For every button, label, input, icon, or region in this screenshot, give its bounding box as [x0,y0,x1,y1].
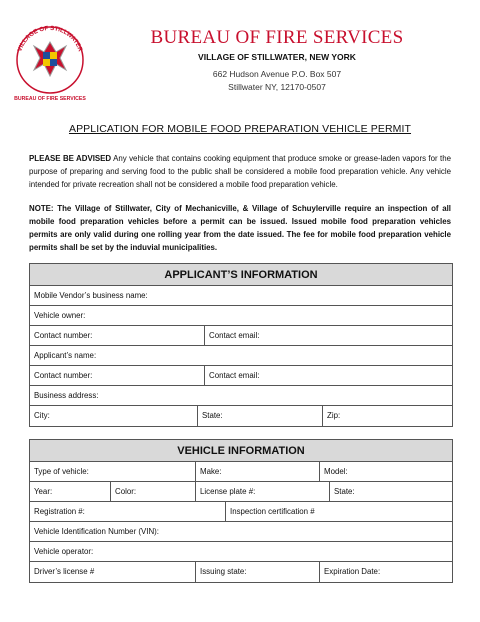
registration-field[interactable]: Registration #: [30,502,226,521]
note-paragraph: NOTE: The Village of Stillwater, City of Mechanicville, & Village of Schuylerville require an inspection of all mobile food preparation vehicles before a permit can be issued. Issued mobile food preparation vehicles permits are only valid during one rolling year from the date issued. The fee for mobile food preparation vehicle permits shall be set by the induvial municipalities. [29,204,451,252]
advisory-lead: PLEASE BE ADVISED [29,154,112,163]
applicant-section-title: APPLICANT’S INFORMATION [30,264,452,286]
business-address-field[interactable]: Business address: [34,391,99,400]
color-field[interactable]: Color: [111,482,196,501]
vehicle-operator-field[interactable]: Vehicle operator: [34,547,94,556]
make-field[interactable]: Make: [196,462,320,481]
form-row [30,326,452,346]
vehicle-owner-field[interactable]: Vehicle owner: [34,311,86,320]
form-row [30,366,452,386]
state-field[interactable]: State: [198,406,323,426]
form-row [30,502,452,522]
plate-state-field[interactable]: State: [334,487,355,496]
address-line-1: 662 Hudson Avenue P.O. Box 507 [212,69,342,79]
applicant-name-field[interactable]: Applicant’s name: [34,351,97,360]
form-row [30,562,452,582]
license-plate-field[interactable]: License plate #: [196,482,330,501]
year-field[interactable]: Year: [30,482,111,501]
seal-bottom-text: BUREAU OF FIRE SERVICES [14,96,86,102]
city-field[interactable]: City: [30,406,198,426]
form-row [30,482,452,502]
contact-email-field[interactable]: Contact email: [209,331,260,340]
applicant-contact-number-field[interactable]: Contact number: [30,366,205,385]
form-row [30,346,452,366]
bureau-title: BUREAU OF FIRE SERVICES [150,27,404,48]
application-title: APPLICATION FOR MOBILE FOOD PREPARATION VEHICLE PERMIT [68,123,412,135]
model-field[interactable]: Model: [324,467,348,476]
form-row [30,522,452,542]
drivers-license-field[interactable]: Driver’s license # [30,562,196,582]
address-line-2: Stillwater NY, 12170-0507 [228,82,326,92]
village-seal-logo [12,22,88,104]
expiration-date-field[interactable]: Expiration Date: [324,567,381,576]
form-row [30,306,452,326]
applicant-information-section [29,263,453,427]
business-name-field[interactable]: Mobile Vendor’s business name: [34,291,148,300]
form-row [30,286,452,306]
vehicle-information-section [29,439,453,583]
vin-field[interactable]: Vehicle Identification Number (VIN): [34,527,159,536]
village-subtitle: VILLAGE OF STILLWATER, NEW YORK [198,52,356,62]
zip-field[interactable]: Zip: [327,411,341,420]
form-row [30,542,452,562]
form-row [30,386,452,406]
applicant-contact-email-field[interactable]: Contact email: [209,371,260,380]
form-row [30,406,452,426]
advisory-text: Any vehicle that contains cooking equipment that produce smoke or grease-laden vapors for the purpose of preparing and serving food to the public shall be considered a mobile food preparation vehicle. Any vehicle intended for private recreation shall not be considered a mobile food preparation vehicle. [29,154,452,189]
form-row [30,462,452,482]
vehicle-section-title: VEHICLE INFORMATION [30,440,452,462]
issuing-state-field[interactable]: Issuing state: [196,562,320,582]
seal-arc-text: VILLAGE OF STILLWATER [16,24,84,53]
contact-number-field[interactable]: Contact number: [30,326,205,345]
inspection-certification-field[interactable]: Inspection certification # [230,507,315,516]
vehicle-type-field[interactable]: Type of vehicle: [30,462,196,481]
advisory-paragraph [29,152,451,191]
